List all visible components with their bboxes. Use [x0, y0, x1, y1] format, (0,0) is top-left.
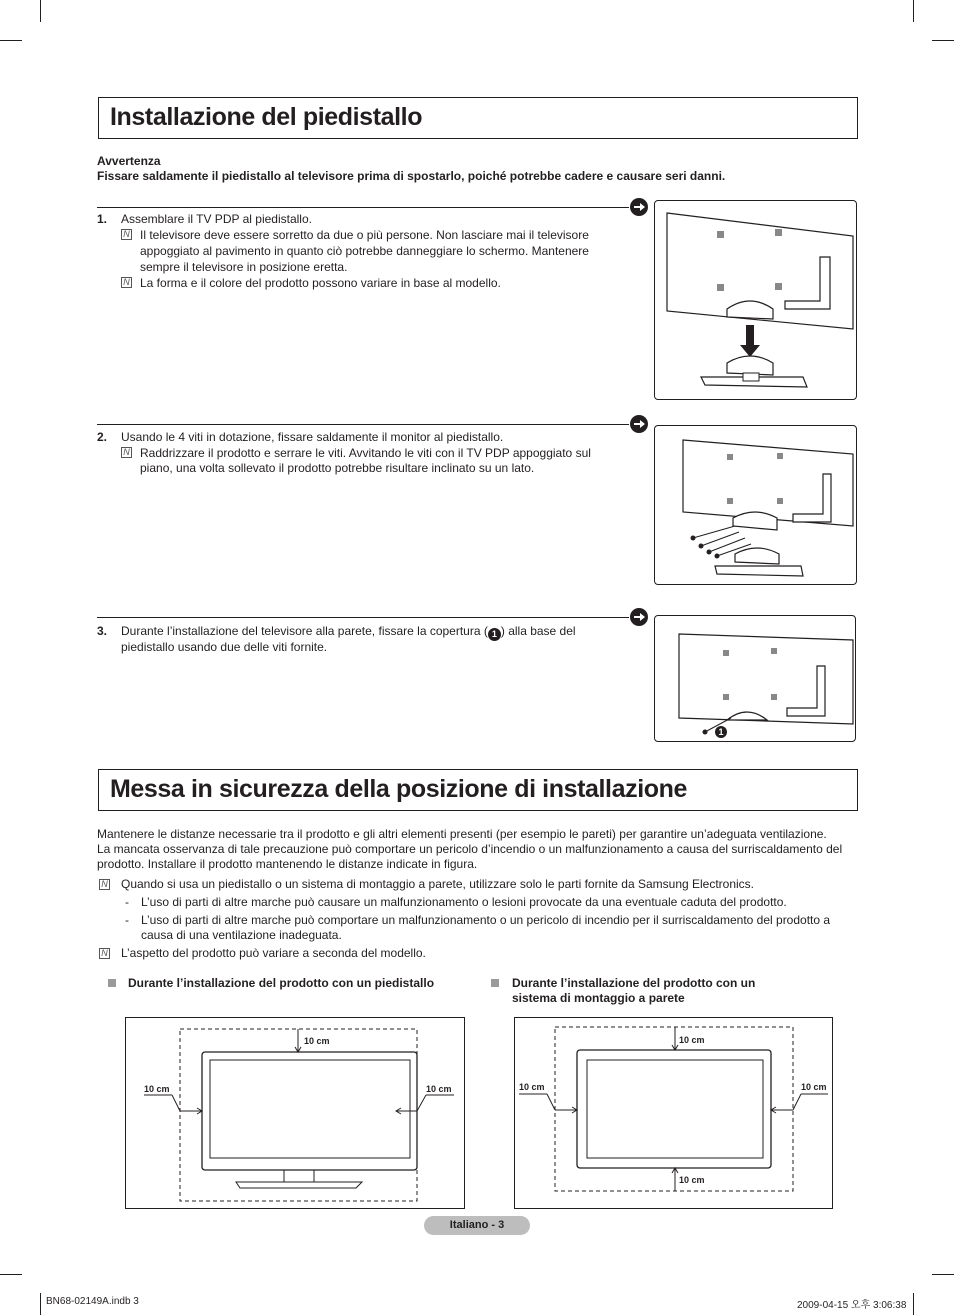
- footer-timestamp: 2009-04-15 오후 3:06:38: [797, 1300, 907, 1311]
- bullet-line: L’uso di parti di altre marche può causare un malfunzionamento o lesioni provocate da una eventuale caduta del prodotto.: [141, 895, 787, 909]
- bullet-dash: -: [125, 913, 129, 927]
- note-line: L’aspetto del prodotto può variare a seconda del modello.: [121, 946, 426, 960]
- arrow-right-icon: [630, 198, 648, 216]
- note-line: Raddrizzare il prodotto e serrare le viti. Avvitando le viti con il TV PDP appoggiato sul: [140, 446, 591, 460]
- crop-mark: [40, 1293, 41, 1315]
- page-number-label: Italiano - 3: [424, 1216, 530, 1235]
- arrow-right-icon: [630, 415, 648, 433]
- crop-mark: [0, 40, 22, 41]
- step-text-part: ) alla base del: [500, 624, 576, 638]
- square-bullet-icon: [491, 979, 499, 987]
- figure-cover: [654, 615, 856, 742]
- column-title: Durante l’installazione del prodotto con un piedistallo: [128, 976, 435, 990]
- step-text: piedistallo usando due delle viti fornite.: [121, 640, 328, 654]
- square-bullet-icon: [108, 979, 116, 987]
- crop-mark: [932, 40, 954, 41]
- distance-label: 10 cm: [144, 1084, 170, 1094]
- warning-heading: Avvertenza: [97, 154, 161, 168]
- crop-mark: [913, 1293, 914, 1315]
- step-text: Usando le 4 viti in dotazione, fissare saldamente il monitor al piedistallo.: [121, 430, 504, 444]
- distance-label: 10 cm: [304, 1036, 330, 1046]
- step-divider: [97, 424, 629, 425]
- crop-mark: [40, 0, 41, 22]
- bullet-dash: -: [125, 895, 129, 909]
- note-line: Il televisore deve essere sorretto da due o più persone. Non lasciare mai il televisore: [140, 228, 589, 242]
- note-icon: N: [121, 447, 132, 458]
- note-line: sempre il televisore in posizione eretta.: [140, 260, 348, 274]
- distance-label: 10 cm: [426, 1084, 452, 1094]
- section-title: Installazione del piedistallo: [110, 103, 423, 131]
- note-line: appoggiato al pavimento in quanto ciò potrebbe danneggiare lo schermo. Mantenere: [140, 244, 589, 258]
- crop-mark: [0, 1274, 22, 1275]
- distance-label: 10 cm: [679, 1175, 705, 1185]
- figure-stand-assembly: [654, 200, 857, 400]
- step-divider: [97, 207, 629, 208]
- crop-mark: [913, 0, 914, 22]
- step-text: Assemblare il TV PDP al piedistallo.: [121, 212, 312, 226]
- intro-line: Mantenere le distanze necessarie tra il prodotto e gli altri elementi presenti (per esempio le pareti) per garantire un’adeguata ventilazione.: [97, 827, 827, 841]
- distance-label: 10 cm: [519, 1082, 545, 1092]
- step-divider: [97, 617, 629, 618]
- step-number: 2.: [97, 430, 108, 444]
- figure-screws: [654, 425, 857, 585]
- column-title: Durante l’installazione del prodotto con un: [512, 976, 756, 990]
- note-icon: N: [121, 229, 132, 240]
- note-line: Quando si usa un piedistallo o un sistema di montaggio a parete, utilizzare solo le parti fornite da Samsung Electronics.: [121, 877, 755, 891]
- marker-1: 1: [488, 628, 501, 641]
- step-text-part: Durante l’installazione del televisore alla parete, fissare la copertura (: [121, 624, 488, 638]
- note-icon: N: [99, 948, 110, 959]
- warning-text: Fissare saldamente il piedistallo al televisore prima di spostarlo, poiché potrebbe cadere e causare seri danni.: [97, 169, 726, 183]
- marker-1: 1: [718, 727, 724, 737]
- section-title: Messa in sicurezza della posizione di installazione: [110, 775, 688, 803]
- footer-filename: BN68-02149A.indb 3: [46, 1296, 139, 1307]
- distance-label: 10 cm: [679, 1035, 705, 1045]
- intro-line: La mancata osservanza di tale precauzione può comportare un pericolo d’incendio o un malfunzionamento a causa del surriscaldamento del: [97, 842, 843, 856]
- figure-clearance-wall: [514, 1017, 833, 1209]
- distance-label: 10 cm: [801, 1082, 827, 1092]
- figure-clearance-stand: [125, 1017, 465, 1209]
- step-number: 3.: [97, 624, 108, 638]
- note-line: La forma e il colore del prodotto possono variare in base al modello.: [140, 276, 501, 290]
- column-title: sistema di montaggio a parete: [512, 991, 685, 1005]
- step-number: 1.: [97, 212, 108, 226]
- crop-mark: [932, 1274, 954, 1275]
- note-icon: N: [121, 277, 132, 288]
- bullet-line: L’uso di parti di altre marche può comportare un malfunzionamento o un pericolo di incendio per il surriscaldamento del prodotto a: [141, 913, 831, 927]
- arrow-right-icon: [630, 608, 648, 626]
- section-title-box: [98, 769, 858, 811]
- note-icon: N: [99, 879, 110, 890]
- intro-line: prodotto. Installare il prodotto mantenendo le distanze indicate in figura.: [97, 857, 478, 871]
- bullet-line: causa di una ventilazione inadeguata.: [141, 928, 342, 942]
- section-title-box: [98, 97, 858, 139]
- note-line: piano, una volta sollevato il prodotto potrebbe risultare inclinato su un lato.: [140, 461, 535, 475]
